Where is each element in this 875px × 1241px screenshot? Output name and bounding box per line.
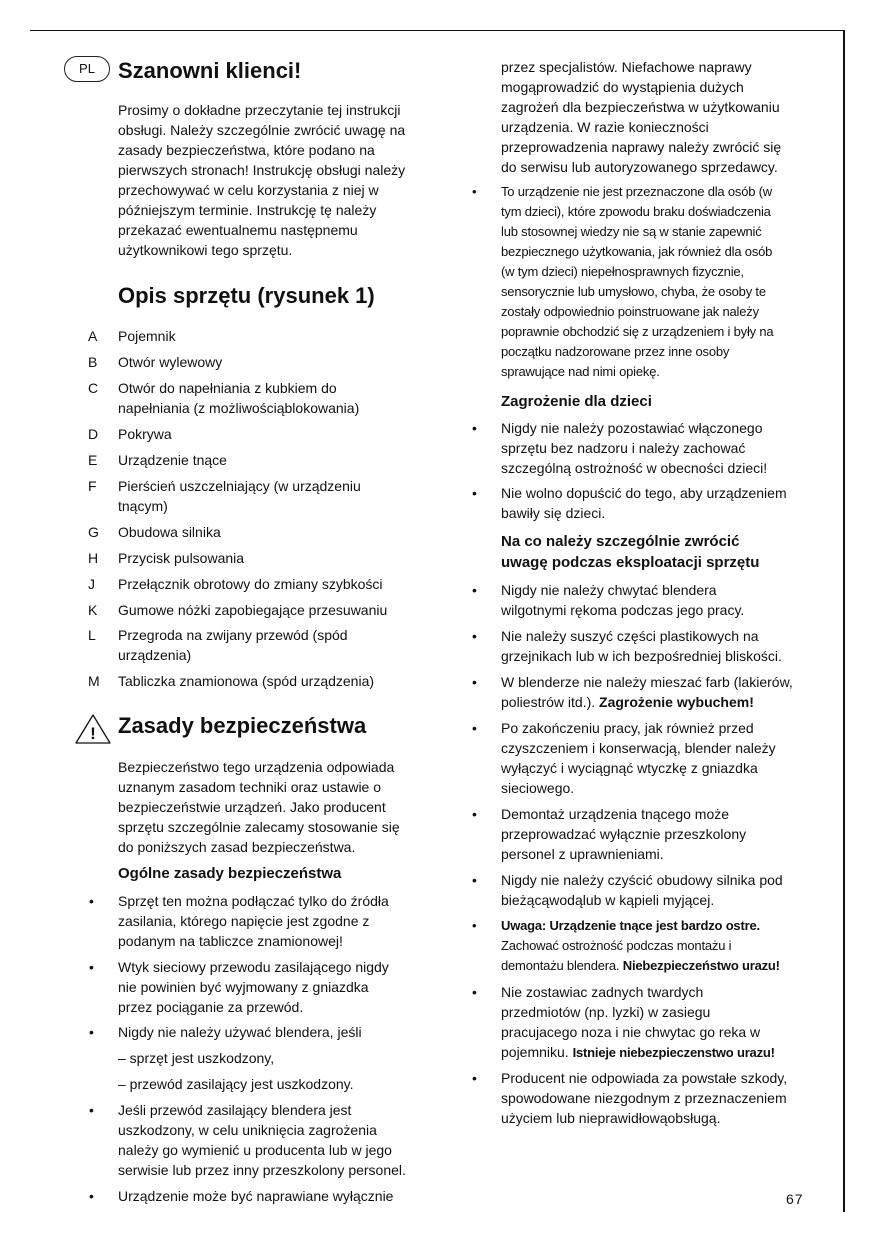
- warning-glyph: !: [90, 724, 96, 743]
- text-line: nie powinien być wyjmowany z gniazdka: [118, 979, 369, 995]
- bullet-text: Nigdy nie należy używać blendera, jeśli: [118, 1024, 362, 1040]
- part-label: Otwór wylewowy: [118, 354, 223, 370]
- text-line: podanym na tabliczce znamionowej!: [118, 933, 343, 949]
- text-line: Demontaż urządzenia tnącego może: [501, 806, 730, 822]
- text-line: uwagę podczas eksploatacji sprzętu: [501, 554, 760, 571]
- text-line: bawiły się dzieci.: [501, 505, 606, 521]
- text-line: do poniższych zasad bezpieczeństwa.: [118, 839, 356, 855]
- intro-paragraph: [118, 100, 438, 260]
- bullet-text: [501, 870, 783, 910]
- text-line: napełniania (z możliwościąblokowania): [118, 400, 360, 416]
- text-line: Prosimy o dokładne przeczytanie tej instrukcji: [118, 102, 401, 118]
- text-line: Po zakończeniu pracy, jak również przed: [501, 720, 754, 736]
- text-line: uznanym zasadom techniki oraz ustawie o: [118, 779, 382, 795]
- text-line: urządzenia. W razie konieczności: [501, 119, 709, 135]
- text-line: mogąprowadzić do wystąpienia dużych: [501, 79, 744, 95]
- text-line: Producent nie odpowiada za powstałe szkody,: [501, 1070, 788, 1086]
- part-letter: L: [88, 627, 96, 643]
- bullet-text: [501, 1068, 787, 1128]
- text-line: użytkownikowi tego sprzętu.: [118, 242, 293, 258]
- bullet-dot: •: [89, 1188, 94, 1204]
- bullet-dot: •: [472, 674, 477, 690]
- bullet-dot: •: [472, 872, 477, 888]
- bullet-text: [501, 804, 746, 864]
- bullet-dot: •: [472, 984, 477, 1000]
- injury-warning: Niebezpieczeństwo urazu!: [622, 958, 780, 973]
- text-line: urządzenia): [118, 647, 192, 663]
- text-line: [501, 956, 780, 976]
- text-line: [501, 1042, 775, 1063]
- text-line: Nigdy nie należy czyścić obudowy silnika pod: [501, 872, 783, 888]
- safety-title: Zasady bezpieczeństwa: [118, 713, 367, 738]
- part-label: Gumowe nóżki zapobiegające przesuwaniu: [118, 602, 388, 618]
- bullet-dot: •: [472, 582, 477, 598]
- text-line: zostały odpowiednio poinstruowane jak należy: [501, 304, 759, 319]
- bullet-dot: •: [472, 420, 477, 436]
- part-label: [118, 378, 428, 418]
- text-line: W blenderze nie należy mieszać farb (lakierów,: [501, 674, 793, 690]
- text-line: Nie należy suszyć części plastikowych na: [501, 628, 759, 644]
- bullet-text: [501, 580, 744, 620]
- text-line: Na co należy szczególnie zwrócić: [501, 533, 740, 550]
- text-line: Sprzęt ten można podłączać tylko do źródła: [118, 893, 389, 909]
- part-label: Tabliczka znamionowa (spód urządzenia): [118, 673, 375, 689]
- part-letter: C: [88, 380, 99, 396]
- text-line: Jeśli przewód zasilający blendera jest: [118, 1102, 352, 1118]
- bullet-dot: •: [472, 1070, 477, 1086]
- part-label: Obudowa silnika: [118, 524, 221, 540]
- bullet-text: Urządzenie może być naprawiane wyłącznie: [118, 1188, 394, 1204]
- text-line: późniejszym terminie. Instrukcję tę należy: [118, 202, 377, 218]
- safety-intro: [118, 757, 438, 857]
- text-line: wilgotnymi rękoma podczas jego pracy.: [501, 602, 745, 618]
- text-line: Zachować ostrożność podczas montażu i: [501, 938, 732, 953]
- general-safety-heading: Ogólne zasady bezpieczeństwa: [118, 865, 342, 882]
- bullet-text: [501, 718, 776, 798]
- operation-heading: [501, 531, 821, 573]
- text-line: Wtyk sieciowy przewodu zasilającego nigdy: [118, 959, 389, 975]
- text-line: lub stosownej wiedzy nie są w stanie zapewnić: [501, 224, 762, 239]
- text-line: (w tym dzieci) niepełnosprawnych fizycznie,: [501, 264, 744, 279]
- part-label: [118, 476, 428, 516]
- bullet-dot: •: [472, 184, 477, 199]
- bullet-dot: •: [89, 959, 94, 975]
- bullet-text: [501, 916, 780, 976]
- text-line: czyszczeniem i konserwacją, blender należy: [501, 740, 776, 756]
- text-line: do serwisu lub autoryzowanego sprzedawcy.: [501, 159, 778, 175]
- page-number: 67: [786, 1191, 804, 1207]
- language-badge: PL: [64, 56, 110, 82]
- bullet-text: [501, 483, 787, 523]
- dash-item: – sprzęt jest uszkodzony,: [118, 1050, 275, 1066]
- text-line: wyłączyć i wyciągnąć wtyczkę z gniazdka: [501, 760, 758, 776]
- text-line: pierwszych stronach! Instrukcję obsługi należy: [118, 162, 406, 178]
- part-letter: G: [88, 524, 99, 540]
- bullet-dot: •: [472, 806, 477, 822]
- repair-continuation: [501, 57, 831, 177]
- bullet-dot: •: [472, 485, 477, 501]
- bullet-text: [118, 1100, 406, 1180]
- part-letter: A: [88, 328, 98, 344]
- text-line: serwisie lub przez inny przeszkolony personel.: [118, 1162, 406, 1178]
- text-line: Bezpieczeństwo tego urządzenia odpowiada: [118, 759, 395, 775]
- text-line: sprzętu bez nadzoru i należy zachować: [501, 440, 746, 456]
- right-rule: [843, 30, 845, 1212]
- text-line: Nigdy nie należy pozostawiać włączonego: [501, 420, 763, 436]
- part-letter: M: [88, 673, 100, 689]
- part-label: [118, 625, 428, 665]
- text-line: należy go wymienić u producenta lub w jego: [118, 1142, 392, 1158]
- text-line: pracujacego noza i nie chwytac go reka w: [501, 1024, 761, 1040]
- part-letter: E: [88, 452, 98, 468]
- injury-warning: Istnieje niebezpieczenstwo urazu!: [572, 1045, 775, 1060]
- text-line: bezpieczeństwie urządzeń. Jako producent: [118, 799, 386, 815]
- text-line: zagrożeń dla bezpieczeństwa w użytkowaniu: [501, 99, 780, 115]
- bullet-text: [118, 957, 389, 1017]
- text-line: Otwór do napełniania z kubkiem do: [118, 380, 337, 396]
- text-run: pojemniku.: [501, 1044, 573, 1060]
- text-line: sieciowego.: [501, 780, 575, 796]
- text-line: zasilania, którego napięcie jest zgodne z: [118, 913, 370, 929]
- top-rule: [30, 30, 844, 31]
- text-line: spowodowane niezgodnym z przeznaczeniem: [501, 1090, 787, 1106]
- text-line: tym dzieci), które zpowodu braku doświadczenia: [501, 204, 771, 219]
- part-label: Pojemnik: [118, 328, 176, 344]
- text-line: personel z uprawnieniami.: [501, 846, 664, 862]
- description-title: Opis sprzętu (rysunek 1): [118, 283, 375, 308]
- children-danger-heading: Zagrożenie dla dzieci: [501, 393, 652, 410]
- part-letter: D: [88, 426, 99, 442]
- text-line: bieżącąwodąlub w kąpieli myjącej.: [501, 892, 715, 908]
- text-line: sprawujące nad nimi opiekę.: [501, 364, 660, 379]
- text-line: [501, 692, 793, 712]
- bullet-dot: •: [472, 918, 477, 933]
- text-line: sprzętu szczególnie zalecamy stosowanie się: [118, 819, 400, 835]
- text-line: Nigdy nie należy chwytać blendera: [501, 582, 717, 598]
- text-line: Pierścień uszczelniający (w urządzeniu: [118, 478, 361, 494]
- text-line: grzejnikach lub w ich bezpośredniej bliskości.: [501, 648, 782, 664]
- text-line: Przegroda na zwijany przewód (spód: [118, 627, 348, 643]
- bullet-text: [118, 891, 389, 951]
- text-line: poprawnie obchodzić się z urządzeniem i były na: [501, 324, 774, 339]
- bullet-text: [501, 982, 775, 1063]
- part-label: Pokrywa: [118, 426, 172, 442]
- bullet-text: [501, 182, 773, 382]
- text-line: przekazać ewentualnemu następnemu: [118, 222, 358, 238]
- text-line: bezpiecznego użytkowania, jak również dla osób: [501, 244, 773, 259]
- text-line: przeprowadzać wyłącznie przeszkolony: [501, 826, 747, 842]
- text-line: obsługi. Należy szczególnie zwrócić uwagę na: [118, 122, 406, 138]
- text-line: początku nadzorowane przez inne osoby: [501, 344, 730, 359]
- part-letter: K: [88, 602, 98, 618]
- bullet-text: [501, 626, 782, 666]
- bullet-text: [501, 672, 793, 712]
- bullet-dot: •: [89, 1102, 94, 1118]
- text-line: To urządzenie nie jest przeznaczone dla osób (w: [501, 184, 772, 199]
- dash-item: – przewód zasilający jest uszkodzony.: [118, 1076, 354, 1092]
- text-line: sensorycznie lub umysłowo, chyba, że osoby te: [501, 284, 766, 299]
- text-line: przez specjalistów. Niefachowe naprawy: [501, 59, 752, 75]
- text-line: Nie zostawiac zadnych twardych: [501, 984, 704, 1000]
- part-label: Przycisk pulsowania: [118, 550, 245, 566]
- part-letter: F: [88, 478, 97, 494]
- text-line: przedmiotów (np. lyzki) w zasiegu: [501, 1004, 711, 1020]
- part-letter: B: [88, 354, 98, 370]
- text-line: Nie wolno dopuścić do tego, aby urządzeniem: [501, 485, 787, 501]
- explosion-warning: Zagrożenie wybuchem!: [599, 694, 754, 710]
- part-letter: H: [88, 550, 99, 566]
- intro-title: Szanowni klienci!: [118, 58, 302, 83]
- bullet-dot: •: [89, 1024, 94, 1040]
- text-line: uszkodzony, w celu uniknięcia zagrożenia: [118, 1122, 377, 1138]
- text-line: szczególną ostrożność w obecności dzieci!: [501, 460, 768, 476]
- text-line: przechowywać w celu korzystania z niej w: [118, 182, 379, 198]
- part-letter: J: [88, 576, 95, 592]
- text-line: użyciem lub nieprawidłowąobsługą.: [501, 1110, 721, 1126]
- part-label: Urządzenie tnące: [118, 452, 227, 468]
- bullet-dot: •: [89, 893, 94, 909]
- text-line: zasady bezpieczeństwa, które podano na: [118, 142, 375, 158]
- text-line: Uwaga: Urządzenie tnące jest bardzo ostre.: [501, 918, 760, 933]
- part-label: Przełącznik obrotowy do zmiany szybkości: [118, 576, 383, 592]
- bullet-dot: •: [472, 628, 477, 644]
- warning-triangle-icon: [74, 713, 112, 745]
- bullet-dot: •: [472, 720, 477, 736]
- bullet-text: [501, 418, 767, 478]
- text-line: przez pociąganie za przewód.: [118, 999, 304, 1015]
- text-run: demontażu blendera.: [501, 958, 623, 973]
- text-line: przeprowadzenia naprawy należy zwrócić się: [501, 139, 782, 155]
- text-run: poliestrów itd.).: [501, 694, 600, 710]
- text-line: tnącym): [118, 498, 168, 514]
